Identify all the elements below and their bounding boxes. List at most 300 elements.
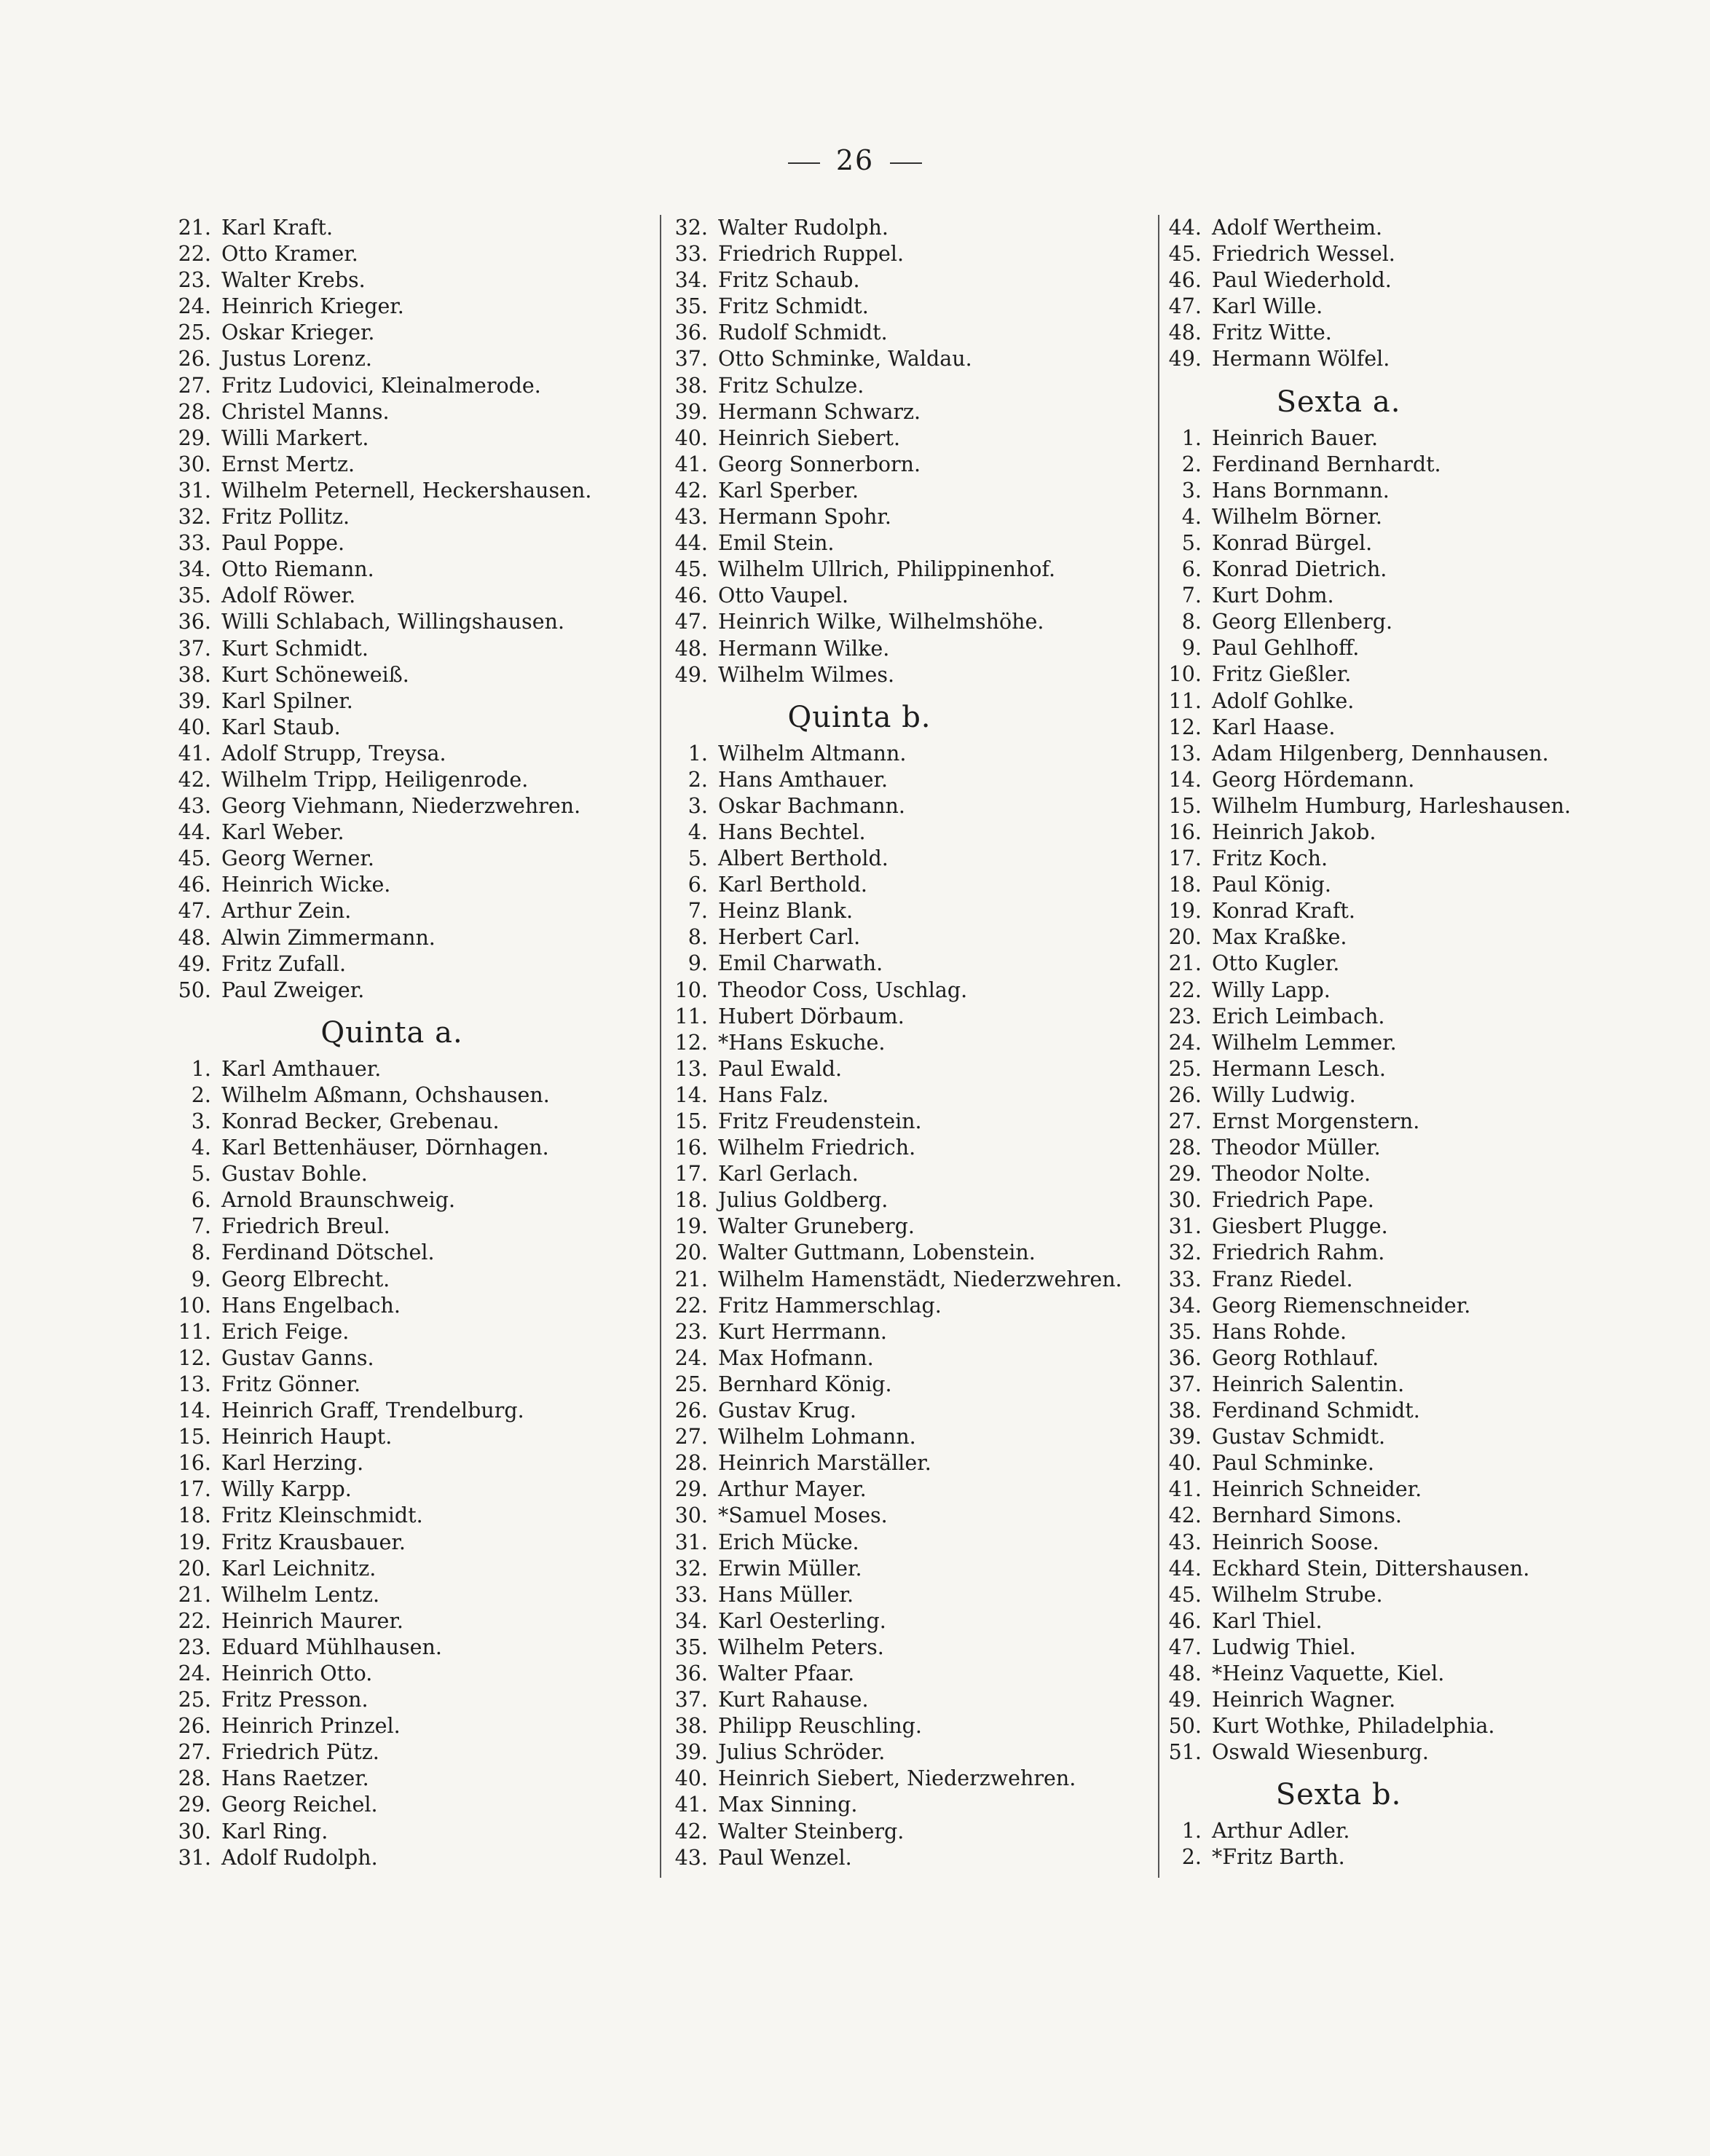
student-name: Walter Guttmann, Lobenstein. xyxy=(718,1240,1036,1265)
entry-number: 1. xyxy=(1181,1819,1202,1844)
student-name: Hans Bechtel. xyxy=(718,819,866,844)
list-item xyxy=(670,1792,1158,1818)
entry-number: 21. xyxy=(1168,951,1202,976)
student-name: Erich Leimbach. xyxy=(1212,1004,1385,1028)
student-name: Herbert Carl. xyxy=(718,925,861,950)
entry-number: 44. xyxy=(1168,216,1202,240)
entry-number: 45. xyxy=(674,557,708,582)
entry-number: 13. xyxy=(178,1372,211,1396)
list-item xyxy=(670,1109,1158,1135)
entry-number: 35. xyxy=(674,294,708,319)
list-item xyxy=(670,819,1158,846)
student-name: Fritz Presson. xyxy=(221,1688,369,1712)
student-name: Heinrich Siebert, Niederzwehren. xyxy=(718,1766,1076,1791)
entry-number: 31. xyxy=(1168,1214,1202,1239)
list-item xyxy=(1164,1345,1637,1372)
student-name: Gustav Ganns. xyxy=(221,1345,374,1370)
list-item xyxy=(670,1687,1158,1713)
list-item xyxy=(173,1608,654,1634)
entry-number: 18. xyxy=(1168,873,1202,897)
student-name: Willy Ludwig. xyxy=(1212,1082,1356,1107)
page-number xyxy=(0,144,1710,176)
entry-number: 40. xyxy=(674,425,708,450)
student-name: Karl Ring. xyxy=(221,1819,328,1844)
entry-number: 10. xyxy=(178,1293,211,1318)
entry-number: 22. xyxy=(1168,977,1202,1002)
list-item xyxy=(173,1319,654,1345)
list-item xyxy=(1164,1608,1637,1634)
entry-number: 5. xyxy=(687,846,708,871)
list-item xyxy=(173,215,654,241)
student-name: Fritz Freudenstein. xyxy=(718,1109,922,1133)
entry-number: 45. xyxy=(1168,1582,1202,1607)
list-item xyxy=(173,1845,654,1871)
entry-number: 33. xyxy=(674,242,708,267)
student-name: Hermann Spohr. xyxy=(718,505,891,530)
entry-number: 46. xyxy=(1168,268,1202,293)
list-item xyxy=(173,1582,654,1608)
list-item xyxy=(1164,1213,1637,1240)
list-item xyxy=(1164,846,1637,872)
entry-number: 50. xyxy=(1168,1714,1202,1739)
list-item xyxy=(670,1240,1158,1266)
entry-number: 9. xyxy=(1181,636,1202,661)
student-name: Giesbert Plugge. xyxy=(1212,1214,1388,1239)
list-item xyxy=(173,504,654,530)
entry-number: 16. xyxy=(1168,819,1202,844)
list-item xyxy=(1164,924,1637,951)
entry-number: 12. xyxy=(1168,715,1202,739)
student-name: Karl Leichnitz. xyxy=(221,1556,377,1581)
student-name: Karl Weber. xyxy=(221,820,344,845)
student-name: Erich Mücke. xyxy=(718,1530,859,1554)
student-name: Heinrich Siebert. xyxy=(718,425,901,450)
student-name: Ernst Mertz. xyxy=(221,452,355,476)
list-item xyxy=(670,267,1158,294)
entry-number: 42. xyxy=(1168,1503,1202,1528)
list-item xyxy=(173,241,654,267)
entry-number: 20. xyxy=(178,1556,211,1581)
student-name: Gustav Schmidt. xyxy=(1212,1425,1386,1449)
entry-number: 23. xyxy=(674,1319,708,1344)
student-name: Otto Kugler. xyxy=(1212,951,1340,976)
student-name: Fritz Pollitz. xyxy=(221,505,350,530)
entry-number: 38. xyxy=(1168,1398,1202,1423)
student-name: Paul König. xyxy=(1212,873,1331,897)
list-item xyxy=(670,1293,1158,1319)
list-item xyxy=(670,872,1158,898)
list-item xyxy=(173,819,654,846)
list-item xyxy=(1164,1187,1637,1213)
student-name: Hans Müller. xyxy=(718,1582,854,1607)
entry-number: 31. xyxy=(178,1845,211,1870)
list-item xyxy=(1164,215,1637,241)
student-name: Wilhelm Ullrich, Philippinenhof. xyxy=(718,557,1056,582)
entry-number: 7. xyxy=(687,899,708,924)
entry-number: 46. xyxy=(178,873,211,897)
entry-number: 20. xyxy=(674,1240,708,1265)
entry-number: 32. xyxy=(178,505,211,530)
student-name: Otto Schminke, Waldau. xyxy=(718,347,972,371)
entry-number: 33. xyxy=(178,531,211,556)
student-name: Adolf Rudolph. xyxy=(221,1845,378,1870)
student-name: Fritz Witte. xyxy=(1212,320,1332,345)
list-item xyxy=(173,1739,654,1766)
list-item xyxy=(1164,1503,1637,1529)
student-name: Hans Falz. xyxy=(718,1082,829,1107)
student-name: Oswald Wiesenburg. xyxy=(1212,1740,1429,1765)
student-name: Oskar Krieger. xyxy=(221,320,375,345)
list-item xyxy=(173,767,654,793)
list-item xyxy=(173,925,654,951)
list-item xyxy=(173,1082,654,1109)
student-name: Wilhelm Börner. xyxy=(1212,504,1382,529)
entry-number: 22. xyxy=(178,1608,211,1633)
student-name: Heinrich Marställer. xyxy=(718,1451,931,1476)
entry-number: 18. xyxy=(178,1503,211,1528)
entry-number: 38. xyxy=(674,373,708,398)
list-item xyxy=(173,1819,654,1845)
entry-number: 8. xyxy=(1181,610,1202,634)
student-name: Fritz Kleinschmidt. xyxy=(221,1503,423,1528)
entry-number: 17. xyxy=(1168,846,1202,871)
student-name: Fritz Ludovici, Kleinalmerode. xyxy=(221,373,541,398)
entry-number: 11. xyxy=(674,1004,708,1028)
list-item xyxy=(1164,1240,1637,1266)
entry-number: 29. xyxy=(178,425,211,450)
entry-number: 1. xyxy=(687,741,708,766)
entry-number: 37. xyxy=(674,347,708,371)
entry-number: 29. xyxy=(1168,1162,1202,1187)
student-name: Wilhelm Humburg, Harleshausen. xyxy=(1212,793,1571,818)
entry-number: 37. xyxy=(674,1688,708,1712)
entry-number: 49. xyxy=(1168,347,1202,371)
list-item xyxy=(173,478,654,504)
entry-number: 2. xyxy=(191,1082,211,1107)
student-name: Karl Spilner. xyxy=(221,688,353,713)
entry-number: 6. xyxy=(687,873,708,897)
entry-number: 31. xyxy=(674,1530,708,1554)
list-item xyxy=(1164,1372,1637,1398)
list-item xyxy=(670,1608,1158,1634)
list-item xyxy=(173,977,654,1004)
entry-number: 12. xyxy=(178,1345,211,1370)
class-heading: Sexta b. xyxy=(1275,1778,1402,1812)
entry-number: 49. xyxy=(674,662,708,687)
student-name: Heinrich Jakob. xyxy=(1212,819,1376,844)
student-name: Georg Elbrecht. xyxy=(221,1267,390,1291)
list-item xyxy=(670,846,1158,872)
list-item xyxy=(670,1135,1158,1161)
student-name: Ludwig Thiel. xyxy=(1212,1634,1356,1659)
entry-number: 25. xyxy=(1168,1056,1202,1081)
entry-number: 48. xyxy=(674,636,708,661)
column-right xyxy=(1164,215,1637,1871)
entry-number: 16. xyxy=(178,1451,211,1476)
entry-number: 33. xyxy=(674,1582,708,1607)
column-divider xyxy=(1158,215,1159,1878)
entry-number: 11. xyxy=(1168,688,1202,713)
student-name: Karl Sperber. xyxy=(718,478,859,503)
student-name: Walter Pfaar. xyxy=(718,1661,855,1685)
entry-number: 42. xyxy=(674,1819,708,1844)
student-name: Christel Manns. xyxy=(221,399,390,424)
student-name: Georg Reichel. xyxy=(221,1793,378,1817)
entry-number: 30. xyxy=(178,452,211,476)
list-item xyxy=(173,399,654,425)
page-number-dash-right xyxy=(890,162,922,164)
list-item xyxy=(670,1030,1158,1056)
list-item xyxy=(1164,452,1637,478)
entry-number: 27. xyxy=(178,1740,211,1765)
class-heading: Quinta a. xyxy=(320,1015,463,1050)
list-item xyxy=(173,1398,654,1424)
entry-number: 45. xyxy=(178,846,211,871)
entry-number: 12. xyxy=(674,1030,708,1055)
student-name: Franz Riedel. xyxy=(1212,1267,1353,1291)
entry-number: 4. xyxy=(687,819,708,844)
list-item xyxy=(670,373,1158,399)
class-heading: Sexta a. xyxy=(1276,385,1401,419)
student-name: Wilhelm Friedrich. xyxy=(718,1136,916,1160)
student-name: Ferdinand Bernhardt. xyxy=(1212,452,1441,476)
student-name: Karl Wille. xyxy=(1212,294,1323,319)
student-name: Kurt Schöneweiß. xyxy=(221,662,409,687)
entry-number: 6. xyxy=(1181,557,1202,582)
student-name: Arthur Adler. xyxy=(1212,1819,1350,1844)
student-name: Friedrich Pape. xyxy=(1212,1188,1374,1213)
student-name: Adolf Wertheim. xyxy=(1212,216,1383,240)
student-name: Hermann Wölfel. xyxy=(1212,347,1390,371)
list-item xyxy=(670,346,1158,372)
student-name: Georg Viehmann, Niederzwehren. xyxy=(221,794,581,819)
list-item xyxy=(670,793,1158,819)
list-item xyxy=(1164,1004,1637,1030)
list-item xyxy=(1164,635,1637,661)
list-item xyxy=(670,1476,1158,1503)
list-item xyxy=(670,556,1158,583)
student-name: Karl Bettenhäuser, Dörnhagen. xyxy=(221,1136,549,1160)
entry-number: 32. xyxy=(674,216,708,240)
entry-number: 28. xyxy=(178,1766,211,1791)
entry-number: 41. xyxy=(1168,1477,1202,1502)
entry-number: 32. xyxy=(674,1556,708,1581)
list-item xyxy=(1164,715,1637,741)
list-item xyxy=(173,1293,654,1319)
entry-number: 23. xyxy=(178,1634,211,1659)
list-item xyxy=(670,215,1158,241)
list-item xyxy=(670,1819,1158,1845)
entry-number: 21. xyxy=(178,1582,211,1607)
list-item xyxy=(1164,1450,1637,1476)
entry-number: 35. xyxy=(1168,1319,1202,1344)
list-item xyxy=(1164,504,1637,530)
entry-number: 31. xyxy=(178,478,211,503)
student-name: Friedrich Pütz. xyxy=(221,1740,379,1765)
entry-number: 23. xyxy=(178,268,211,293)
list-item xyxy=(670,977,1158,1004)
student-name: Julius Schröder. xyxy=(718,1740,886,1765)
student-name: Emil Charwath. xyxy=(718,951,883,976)
list-item xyxy=(1164,1661,1637,1687)
list-item xyxy=(1164,1161,1637,1187)
entry-number: 30. xyxy=(178,1819,211,1844)
entry-number: 40. xyxy=(178,715,211,739)
entry-number: 28. xyxy=(674,1451,708,1476)
student-name: Wilhelm Wilmes. xyxy=(718,662,895,687)
list-item xyxy=(670,1739,1158,1766)
entry-number: 19. xyxy=(1168,899,1202,924)
list-item xyxy=(1164,1056,1637,1082)
student-name: Wilhelm Strube. xyxy=(1212,1582,1383,1607)
list-item xyxy=(173,583,654,609)
list-item xyxy=(173,267,654,294)
student-name: Bernhard König. xyxy=(718,1372,892,1396)
entry-number: 44. xyxy=(674,531,708,556)
student-name: Wilhelm Lemmer. xyxy=(1212,1030,1397,1055)
student-name: Fritz Schmidt. xyxy=(718,294,869,319)
entry-number: 1. xyxy=(1181,425,1202,450)
list-item xyxy=(1164,1556,1637,1582)
entry-number: 41. xyxy=(674,1793,708,1817)
student-name: *Hans Eskuche. xyxy=(718,1030,886,1055)
list-item xyxy=(173,1476,654,1503)
entry-number: 24. xyxy=(674,1345,708,1370)
list-item xyxy=(670,1319,1158,1345)
list-item xyxy=(1164,977,1637,1004)
list-item xyxy=(173,1792,654,1818)
entry-number: 15. xyxy=(178,1425,211,1449)
entry-number: 26. xyxy=(178,1714,211,1739)
student-name: Fritz Koch. xyxy=(1212,846,1328,871)
list-item xyxy=(670,636,1158,662)
list-item xyxy=(1164,793,1637,819)
list-item xyxy=(1164,1293,1637,1319)
list-item xyxy=(670,1056,1158,1082)
list-item xyxy=(670,1004,1158,1030)
student-name: Karl Haase. xyxy=(1212,715,1336,739)
entry-number: 1. xyxy=(191,1056,211,1081)
column-divider xyxy=(660,215,661,1878)
list-item xyxy=(173,793,654,819)
list-item xyxy=(670,1766,1158,1792)
entry-number: 27. xyxy=(1168,1109,1202,1133)
list-item xyxy=(670,1372,1158,1398)
student-name: Paul Zweiger. xyxy=(221,977,365,1002)
student-name: Georg Hördemann. xyxy=(1212,767,1415,792)
list-item xyxy=(1164,1476,1637,1503)
entry-number: 43. xyxy=(178,794,211,819)
list-item xyxy=(173,715,654,741)
student-name: Max Hofmann. xyxy=(718,1345,874,1370)
student-name: Konrad Becker, Grebenau. xyxy=(221,1109,500,1133)
student-name: Rudolf Schmidt. xyxy=(718,320,888,345)
entry-number: 8. xyxy=(191,1240,211,1265)
entry-number: 38. xyxy=(674,1714,708,1739)
entry-number: 38. xyxy=(178,662,211,687)
student-name: Ferdinand Dötschel. xyxy=(221,1240,435,1265)
list-item xyxy=(670,951,1158,977)
student-name: Willy Lapp. xyxy=(1212,977,1331,1002)
page-number-dash-left xyxy=(788,162,820,164)
student-name: Hermann Wilke. xyxy=(718,636,890,661)
list-item xyxy=(173,1530,654,1556)
student-name: Hans Bornmann. xyxy=(1212,478,1390,503)
entry-number: 2. xyxy=(1181,1845,1202,1870)
entry-number: 25. xyxy=(674,1372,708,1396)
student-name: Karl Thiel. xyxy=(1212,1608,1323,1633)
student-name: Konrad Bürgel. xyxy=(1212,530,1373,555)
entry-number: 42. xyxy=(178,767,211,792)
entry-number: 49. xyxy=(178,951,211,976)
student-name: Hermann Schwarz. xyxy=(718,399,921,424)
student-name: Willy Karpp. xyxy=(221,1477,352,1502)
list-item xyxy=(670,662,1158,688)
entry-number: 29. xyxy=(674,1477,708,1502)
list-item xyxy=(1164,425,1637,452)
list-item xyxy=(173,636,654,662)
student-name: Ernst Morgenstern. xyxy=(1212,1109,1420,1133)
entry-number: 11. xyxy=(178,1319,211,1344)
list-item xyxy=(173,872,654,898)
student-name: Philipp Reuschling. xyxy=(718,1714,922,1739)
entry-number: 26. xyxy=(178,347,211,371)
entry-number: 34. xyxy=(674,268,708,293)
entry-number: 43. xyxy=(674,505,708,530)
list-item xyxy=(1164,1687,1637,1713)
entry-number: 44. xyxy=(178,820,211,845)
entry-number: 50. xyxy=(178,977,211,1002)
entry-number: 14. xyxy=(674,1082,708,1107)
entry-number: 3. xyxy=(687,793,708,818)
entry-number: 41. xyxy=(674,452,708,476)
entry-number: 47. xyxy=(178,899,211,924)
list-item xyxy=(173,1450,654,1476)
list-item xyxy=(1164,1582,1637,1608)
entry-number: 15. xyxy=(674,1109,708,1133)
entry-number: 39. xyxy=(178,688,211,713)
list-item xyxy=(1164,478,1637,504)
entry-number: 18. xyxy=(674,1188,708,1213)
list-item xyxy=(1164,898,1637,924)
list-item xyxy=(670,320,1158,346)
entry-number: 30. xyxy=(1168,1188,1202,1213)
list-item xyxy=(173,1687,654,1713)
student-name: Albert Berthold. xyxy=(718,846,889,871)
entry-number: 36. xyxy=(674,320,708,345)
student-name: Georg Werner. xyxy=(221,846,374,871)
entry-number: 26. xyxy=(1168,1082,1202,1107)
list-item xyxy=(1164,530,1637,556)
list-item xyxy=(1164,951,1637,977)
student-name: Walter Krebs. xyxy=(221,268,366,293)
student-name: Karl Oesterling. xyxy=(718,1608,886,1633)
entry-number: 30. xyxy=(674,1503,708,1528)
student-name: Arthur Zein. xyxy=(221,899,352,924)
student-name: Oskar Bachmann. xyxy=(718,793,905,818)
entry-number: 8. xyxy=(687,925,708,950)
entry-number: 10. xyxy=(1168,662,1202,687)
entry-number: 35. xyxy=(674,1634,708,1659)
entry-number: 13. xyxy=(1168,741,1202,766)
entry-number: 46. xyxy=(674,583,708,608)
list-item xyxy=(1164,1739,1637,1766)
entry-number: 17. xyxy=(178,1477,211,1502)
entry-number: 37. xyxy=(1168,1372,1202,1396)
list-item xyxy=(670,1398,1158,1424)
student-name: Adam Hilgenberg, Dennhausen. xyxy=(1212,741,1549,766)
entry-number: 33. xyxy=(1168,1267,1202,1291)
